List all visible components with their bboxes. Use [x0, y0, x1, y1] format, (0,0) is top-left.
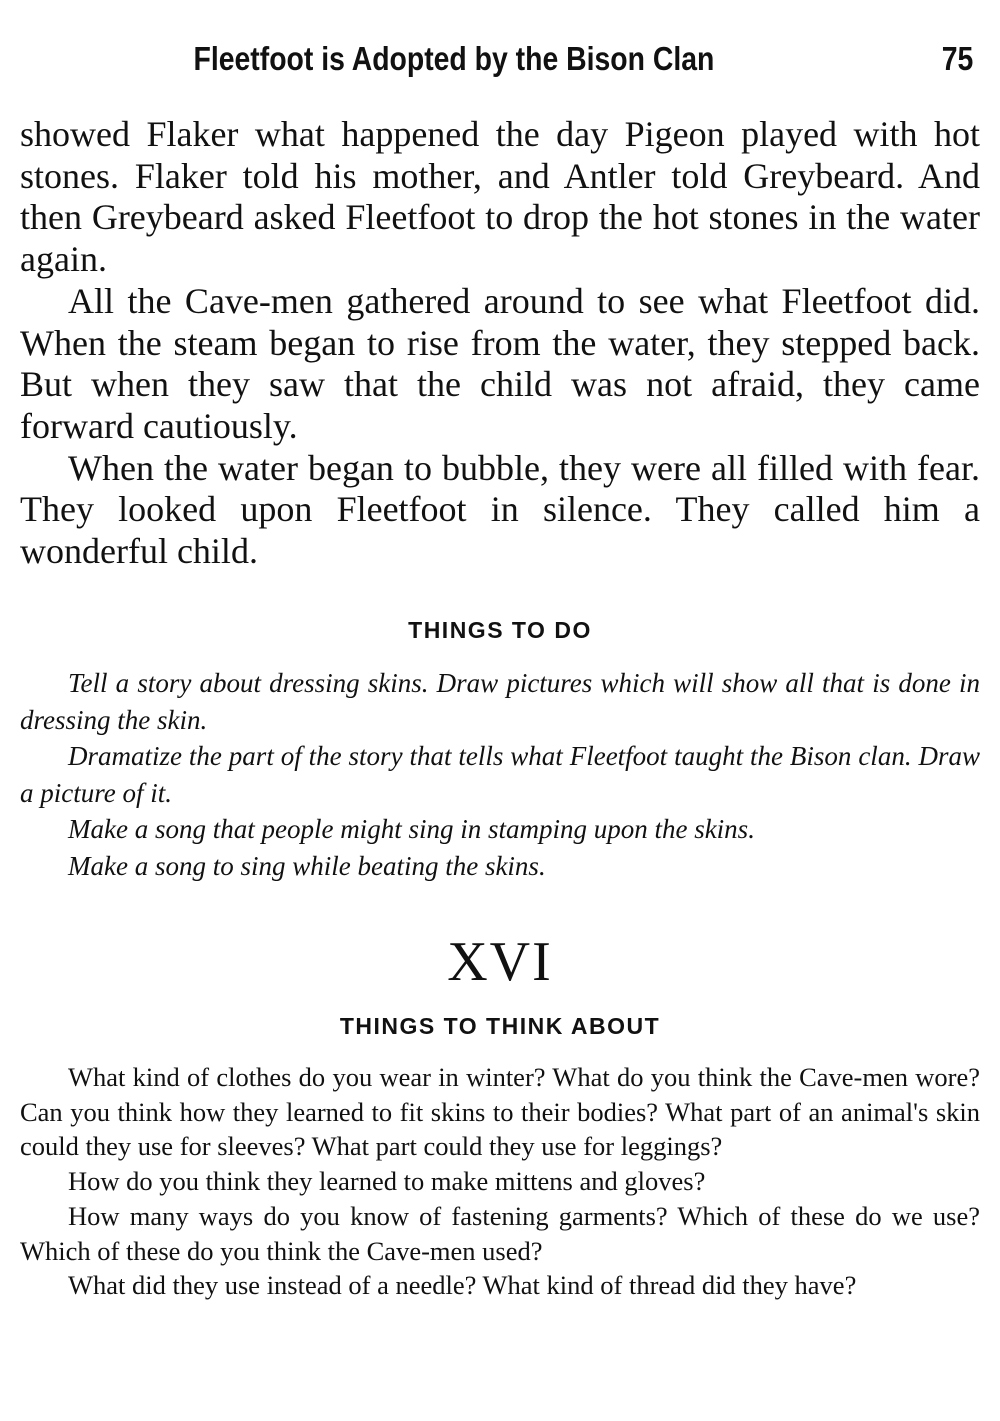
question-paragraph: How many ways do you know of fastening garments? Which of these do we use? Which of these do you think the Cave-men used?: [20, 1200, 980, 1266]
question-paragraph: What kind of clothes do you wear in winter? What do you think the Cave-men wore? Can you think how they learned to fit skins to their bodies? What part of an animal's skin could they use for sleeves? What part could they use for leggings?: [20, 1062, 980, 1162]
story-paragraph: When the water began to bubble, they were all filled with fear. They looked upon Fleetfoot in silence. They called him a wonderful child.: [20, 447, 980, 572]
todo-item: Make a song that people might sing in stamping upon the skins.: [68, 814, 755, 845]
story-text: [20, 114, 980, 573]
todo-item: Dramatize the part of the story that tells what Fleetfoot taught the Bison clan. Draw a picture of it.: [20, 741, 980, 808]
running-head: [0, 40, 974, 90]
running-head-title: Fleetfoot is Adopted by the Bison Clan: [193, 40, 715, 77]
things-to-do-list: [20, 665, 980, 885]
question-paragraph: What did they use instead of a needle? What kind of thread did they have?: [68, 1270, 857, 1301]
things-to-think-about-heading: THINGS TO THINK ABOUT: [339, 1013, 661, 1039]
story-paragraph: showed Flaker what happened the day Pigeon played with hot stones. Flaker told his mother, and Antler told Greybeard. And then Greybeard asked Fleetfoot to drop the hot stones in the water again.: [20, 114, 980, 280]
story-paragraph: All the Cave-men gathered around to see what Fleetfoot did. When the steam began to rise from the water, they stepped back. But when they saw that the child was not afraid, they came forward cautiously.: [20, 280, 980, 446]
questions-text: [20, 1060, 980, 1303]
todo-item: Make a song to sing while beating the skins.: [68, 850, 546, 881]
chapter-number: XVI: [447, 931, 553, 993]
things-to-do-heading: THINGS TO DO: [408, 617, 592, 643]
question-paragraph: How do you think they learned to make mittens and gloves?: [68, 1166, 706, 1197]
page-number: 75: [941, 40, 974, 77]
todo-item: Tell a story about dressing skins. Draw pictures which will show all that is done in dressing the skin.: [20, 668, 980, 735]
